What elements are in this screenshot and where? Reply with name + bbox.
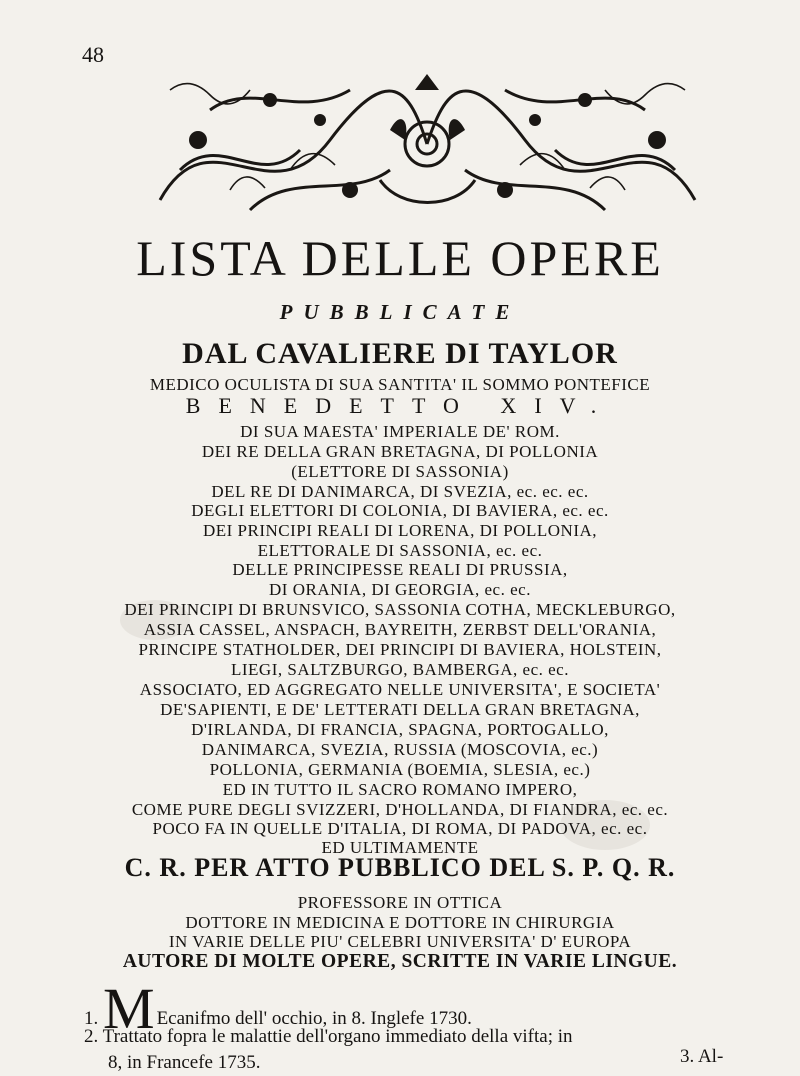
headpiece-ornament-icon: [150, 70, 705, 218]
works-list: [84, 976, 784, 1076]
title-line: ED IN TUTTO IL SACRO ROMANO IMPERO,: [222, 780, 578, 799]
title-line: DANIMARCA, SVEZIA, RUSSIA (MOSCOVIA, ec.): [201, 740, 599, 759]
list-item: [84, 1024, 784, 1050]
title-line: MEDICO OCULISTA DI SUA SANTITA' IL SOMMO PONTEFICE: [149, 375, 651, 394]
list-item: [84, 1050, 784, 1076]
title-line: POLLONIA, GERMANIA (BOEMIA, SLESIA, ec.): [209, 760, 591, 779]
title-line: (ELETTORE DI SASSONIA): [291, 462, 509, 481]
title-line: DEI PRINCIPI DI BRUNSVICO, SASSONIA COTHA, MECKLEBURGO,: [124, 600, 676, 619]
title-line: DEL RE DI DANIMARCA, DI SVEZIA, ec. ec. ec.: [211, 482, 589, 501]
page-number: 48: [82, 42, 104, 67]
page-title: LISTA DELLE OPERE: [136, 230, 664, 286]
drop-capital: M: [103, 976, 155, 1041]
author-heading: DAL CAVALIERE DI TAYLOR: [182, 337, 618, 370]
title-line: PRINCIPE STATHOLDER, DEI PRINCIPI DI BAVIERA, HOLSTEIN,: [138, 640, 662, 659]
title-line: POCO FA IN QUELLE D'ITALIA, DI ROMA, DI PADOVA, ec. ec.: [152, 819, 648, 838]
title-line: DI SUA MAESTA' IMPERIALE DE' ROM.: [240, 422, 560, 441]
title-line: DELLE PRINCIPESSE REALI DI PRUSSIA,: [232, 560, 568, 579]
title-line: AUTORE DI MOLTE OPERE, SCRITTE IN VARIE LINGUE.: [122, 951, 678, 972]
title-line: ASSIA CASSEL, ANSPACH, BAYREITH, ZERBST DELL'ORANIA,: [143, 620, 657, 639]
title-line: IN VARIE DELLE PIU' CELEBRI UNIVERSITA' D' EUROPA: [168, 932, 632, 951]
title-line: DE'SAPIENTI, E DE' LETTERATI DELLA GRAN BRETAGNA,: [160, 700, 640, 719]
title-line: DEGLI ELETTORI DI COLONIA, DI BAVIERA, ec. ec.: [191, 501, 609, 520]
title-line: PROFESSORE IN OTTICA: [297, 893, 503, 912]
title-line: DOTTORE IN MEDICINA E DOTTORE IN CHIRURGIA: [185, 913, 615, 932]
title-line: COME PURE DEGLI SVIZZERI, D'HOLLANDA, DI FIANDRA, ec. ec.: [131, 800, 669, 819]
item-number: 2.: [84, 1026, 99, 1047]
item-text: Ecanifmo dell' occhio, in 8. Inglefe 1730.: [156, 1008, 472, 1029]
title-line: D'IRLANDA, DI FRANCIA, SPAGNA, PORTOGALLO,: [191, 720, 609, 739]
title-line: ED ULTIMAMENTE: [321, 838, 479, 857]
title-line: DEI RE DELLA GRAN BRETAGNA, DI POLLONIA: [201, 442, 599, 461]
catchword: 3. Al-: [680, 1046, 724, 1067]
subtitle: PUBBLICATE: [279, 300, 521, 324]
title-line: ELETTORALE DI SASSONIA, ec. ec.: [257, 541, 543, 560]
title-line: BENEDETTO XIV.: [185, 393, 615, 418]
item-text: 8, in Francefe 1735.: [108, 1052, 261, 1073]
title-line: ASSOCIATO, ED AGGREGATO NELLE UNIVERSITA', E SOCIETA': [139, 680, 661, 699]
title-line: C. R. PER ATTO PUBBLICO DEL S. P. Q. R.: [124, 853, 676, 882]
item-text: Trattato fopra le malattie dell'organo immediato della vifta; in: [102, 1026, 573, 1047]
item-number: 1.: [84, 1008, 99, 1029]
title-line: DEI PRINCIPI REALI DI LORENA, DI POLLONIA,: [202, 521, 598, 540]
title-line: DI ORANIA, DI GEORGIA, ec. ec.: [269, 580, 531, 599]
title-line: LIEGI, SALTZBURGO, BAMBERGA, ec. ec.: [231, 660, 569, 679]
